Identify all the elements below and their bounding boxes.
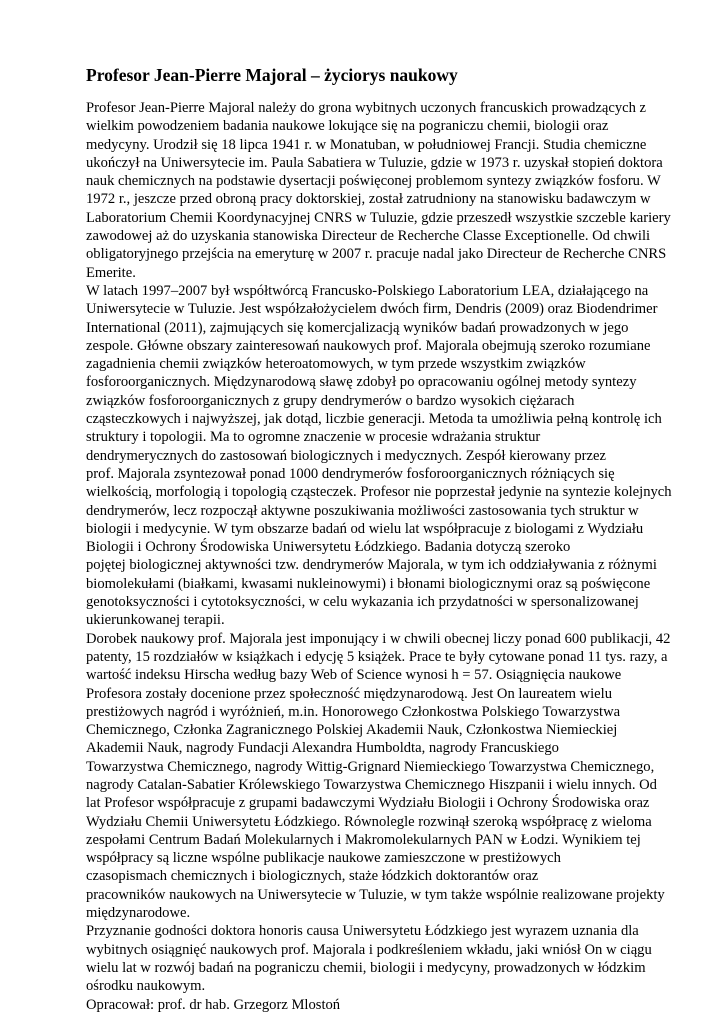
signature: Opracował: prof. dr hab. Grzegorz Mlostoń (86, 996, 341, 1013)
paragraph-achievements: Dorobek naukowy prof. Majorala jest imponujący i w chwili obecnej liczy ponad 600 publikacji, 42 patenty, 15 rozdziałów w książkach i edycję 5 książek. Prace te były cytowane ponad 11 tys. razy, a wartość indeksu Hirscha według bazy Web of Science wynosi h = 57. Osiągnięcia naukowe Profesora zostały docenione przez społeczność międzynarodową. Jest On laureatem wielu prestiżowych nagród i wyróżnień, m.in. Honorowego Członkostwa Polskiego Towarzystwa Chemicznego, Członka Zagranicznego Polskiej Akademii Nauk, Członkostwa Niemieckiej Akademii Nauk, nagrody Fundacji Alexandra Humboldta, nagrody Francuskiego Towarzystwa Chemicznego, nagrody Wittig-Grignard Niemieckiego Towarzystwa Chemicznego, nagrody Catalan-Sabatier Królewskiego Towarzystwa Chemicznego Hiszpanii i wielu innych. Od lat Profesor współpracuje z grupami badawczymi Wydziału Biologii i Ochrony Środowiska oraz Wydziału Chemii Uniwersytetu Łódzkiego. Równolegle rozwinął szeroką współpracę z wieloma zespołami Centrum Badań Molekularnych i Makromolekularnych PAN w Łodzi. Wynikiem tej współpracy są liczne wspólne publikacje naukowe zamieszczone w prestiżowych czasopismach chemicznych i biologicznych, staże łódzkich doktorantów oraz pracowników naukowych na Uniwersytecie w Tuluzie, w tym także wspólnie realizowane projekty międzynarodowe. (86, 630, 671, 922)
document-body (86, 99, 686, 1014)
document-title: Profesor Jean-Pierre Majoral – życiorys naukowy (86, 65, 458, 85)
paragraph-biography: Profesor Jean-Pierre Majoral należy do grona wybitnych uczonych francuskich prowadzących z wielkim powodzeniem badania naukowe lokujące się na pograniczu chemii, biologii oraz medycyny. Urodził się 18 lipca 1941 r. w Monatuban, w południowej Francji. Studia chemiczne ukończył na Uniwersytecie im. Paula Sabatiera w Tuluzie, gdzie w 1973 r. uzyskał stopień doktora nauk chemicznych na podstawie dysertacji poświęconej problemom syntezy związków fosforu. W 1972 r., jeszcze przed obroną pracy doktorskiej, został zatrudniony na stanowisku badawczym w Laboratorium Chemii Koordynacyjnej CNRS w Tuluzie, gdzie przeszedł wszystkie szczeble kariery zawodowej aż do uzyskania stanowiska Directeur de Recherche Classe Exceptionelle. Od chwili obligatoryjnego przejścia na emeryturę w 2007 r. pracuje nadal jako Directeur de Recherche CNRS Emerite. (86, 100, 671, 281)
paragraph-research: W latach 1997–2007 był współtwórcą Francusko-Polskiego Laboratorium LEA, działającego na Uniwersytecie w Tuluzie. Jest współzałożycielem dwóch firm, Dendris (2009) oraz Biodendrimer International (2011), zajmujących się komercjalizacją wyników badań prowadzonych w jego zespole. Główne obszary zainteresowań naukowych prof. Majorala obejmują szeroko rozumiane zagadnienia chemii związków heteroatomowych, w tym przede wszystkim związków fosforoorganicznych. Międzynarodową sławę zdobył po opracowaniu ogólnej metody syntezy związków fosforoorganicznych z grupy dendrymerów o bardzo wysokich ciężarach cząsteczkowych i najwyższej, jak dotąd, liczbie generacji. Metoda ta umożliwia pełną kontrolę ich struktury i topologii. Ma to ogromne znaczenie w procesie wdrażania struktur dendrymerycznych do zastosowań biologicznych i medycznych. Zespół kierowany przez prof. Majorala zsyntezował ponad 1000 dendrymerów fosforoorganicznych różniących się wielkością, morfologią i topologią cząsteczek. Profesor nie poprzestał jedynie na syntezie kolejnych dendrymerów, lecz rozpoczął aktywne poszukiwania możliwości zastosowania tych struktur w biologii i medycynie. W tym obszarze badań od wielu lat współpracuje z biologami z Wydziału Biologii i Ochrony Środowiska Uniwersytetu Łódzkiego. Badania dotyczą szeroko pojętej biologicznej aktywności tzw. dendrymerów Majorala, w tym ich oddziaływania z różnymi biomolekułami (białkami, kwasami nukleinowymi) i błonami biologicznymi oraz są poświęcone genotoksyczności i cytotoksyczności, w celu wykazania ich przydatności w spersonalizowanej ukierunkowanej terapii. (86, 282, 672, 629)
document-page (86, 64, 686, 1014)
paragraph-honoris-causa: Przyznanie godności doktora honoris causa Uniwersytetu Łódzkiego jest wyrazem uznania dla wybitnych osiągnięć naukowych prof. Majorala i podkreśleniem wkładu, jaki wniósł On w ciągu wielu lat w rozwój badań na pograniczu chemii, biologii i medycyny, prowadzonych w łódzkim ośrodku naukowym. (86, 923, 652, 995)
